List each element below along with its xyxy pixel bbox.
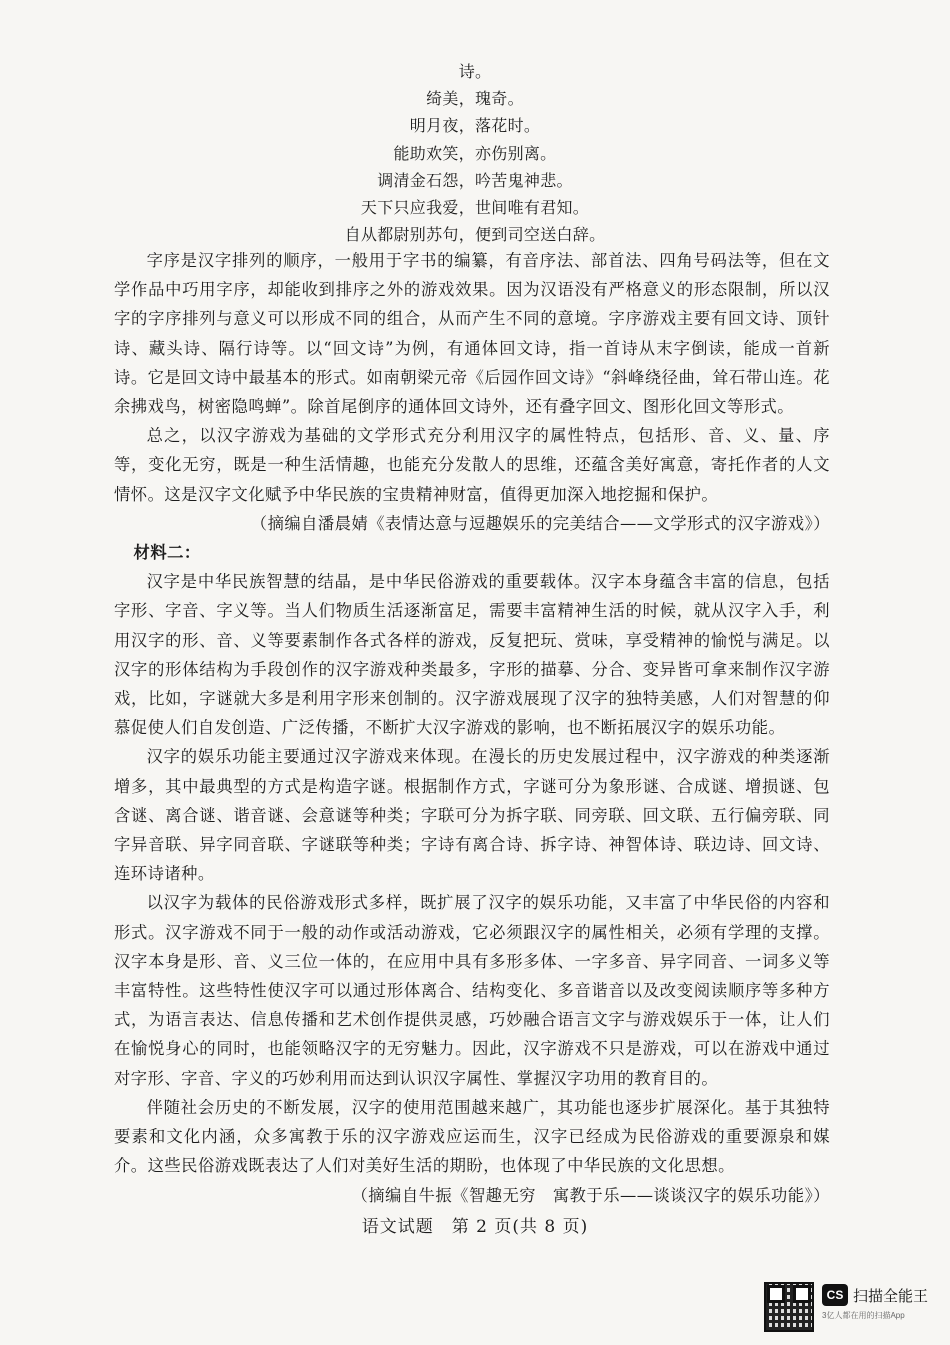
paragraph: 伴随社会历史的不断发展，汉字的使用范围越来越广，其功能也逐步扩展深化。基于其独特要素和文化内涵，众多寓教于乐的汉字游戏应运而生，汉字已经成为民俗游戏的重要源泉和媒介。这些民俗游戏既表达了人们对美好生活的期盼，也体现了中华民族的文化思想。: [114, 1097, 830, 1176]
qr-code-icon: [764, 1282, 814, 1332]
scanner-tagline: 3亿人都在用的扫描App: [822, 1311, 905, 1320]
poem-line: 自从都尉别苏句，便到司空送白辞。: [344, 225, 606, 245]
poem-line: 诗。: [458, 62, 492, 81]
paragraph: 以汉字为载体的民俗游戏形式多样，既扩展了汉字的娱乐功能，又丰富了中华民俗的内容和形式。汉字游戏不同于一般的动作或活动游戏，它必须跟汉字的属性相关，必须有学理的支撑。汉字本身是形、音、义三位一体的，在应用中具有多形多体、一字多音、异字同音、一词多义等丰富特性。这些特性使汉字可以通过形体离合、结构变化、多音谐音以及改变阅读顺序等多种方式，为语言表达、信息传播和艺术创作提供灵感，巧妙融合语言文字与游戏娱乐于一体，让人们在愉悦身心的同时，也能领略汉字的无穷魅力。因此，汉字游戏不只是游戏，可以在游戏中通过对字形、字音、字义的巧妙利用而达到认识汉字属性、掌握汉字功用的教育目的。: [114, 893, 830, 1088]
poem-line: 天下只应我爱，世间唯有君知。: [360, 198, 590, 218]
poem-line: 能助欢笑，亦伤别离。: [393, 143, 557, 163]
source-citation: （摘编自牛振《智趣无穷 寓教于乐——谈谈汉字的娱乐功能》）: [351, 1185, 830, 1205]
article-body: [114, 246, 830, 1210]
paragraph: 总之，以汉字游戏为基础的文学形式充分利用汉字的属性特点，包括形、音、义、量、序等，变化无穷，既是一种生活情趣，也能充分发散人的思维，还蕴含美好寓意，寄托作者的人文情怀。这是汉字文化赋予中华民族的宝贵精神财富，值得更加深入地挖掘和保护。: [114, 426, 830, 504]
poem-line: 明月夜，落花时。: [409, 116, 541, 136]
paragraph: 汉字的娱乐功能主要通过汉字游戏来体现。在漫长的历史发展过程中，汉字游戏的种类逐渐增多，其中最典型的方式是构造字谜。根据制作方式，字谜可分为象形谜、合成谜、增损谜、包含谜、离合谜、谐音谜、会意谜等种类；字联可分为拆字联、同旁联、回文联、五行偏旁联、同字异音联、异字同音联、字谜联等种类；字诗有离合诗、拆字诗、神智体诗、联边诗、回文诗、连环诗诸种。: [114, 747, 830, 884]
camscanner-logo-icon: CS: [822, 1284, 848, 1306]
paragraph: 字序是汉字排列的顺序，一般用于字书的编纂，有音序法、部首法、四角号码法等，但在文学作品中巧用字序，却能收到排序之外的游戏效果。因为汉语没有严格意义的形态限制，所以汉字的字序排列与意义可以形成不同的组合，从而产生不同的意境。字序游戏主要有回文诗、顶针诗、藏头诗、隔行诗等。以“回文诗”为例，有通体回文诗，指一首诗从末字倒读，能成一首新诗。它是回文诗中最基本的形式。如南朝梁元帝《后园作回文诗》“斜峰绕径曲，耸石带山连。花余拂戏鸟，树密隐鸣蝉”。除首尾倒序的通体回文诗外，还有叠字回文、图形化回文等形式。: [114, 251, 830, 417]
page-footer: 语文试题 第 2 页(共 8 页): [361, 1217, 589, 1237]
source-citation: （摘编自潘晨婧《表情达意与逗趣娱乐的完美结合——文学形式的汉字游戏》）: [250, 513, 830, 533]
poem-line: 绮美，瑰奇。: [426, 89, 524, 109]
scanner-watermark: [764, 1282, 944, 1332]
material-heading: 材料二：: [133, 543, 201, 563]
pagoda-poem: [0, 58, 950, 248]
poem-line: 调清金石怨，吟苦鬼神悲。: [377, 170, 573, 190]
scanner-app-name: 扫描全能王: [853, 1287, 929, 1305]
paragraph: 汉字是中华民族智慧的结晶，是中华民俗游戏的重要载体。汉字本身蕴含丰富的信息，包括字形、字音、字义等。当人们物质生活逐渐富足，需要丰富精神生活的时候，就从汉字入手，利用汉字的形、音、义等要素制作各式各样的游戏，反复把玩、赏味，享受精神的愉悦与满足。以汉字的形体结构为手段创作的汉字游戏种类最多，字形的描摹、分合、变异皆可拿来制作汉字游戏，比如，字谜就大多是利用字形来创制的。汉字游戏展现了汉字的独特美感，人们对智慧的仰慕促使人们自发创造、广泛传播，不断扩大汉字游戏的影响，也不断拓展汉字的娱乐功能。: [114, 572, 830, 738]
